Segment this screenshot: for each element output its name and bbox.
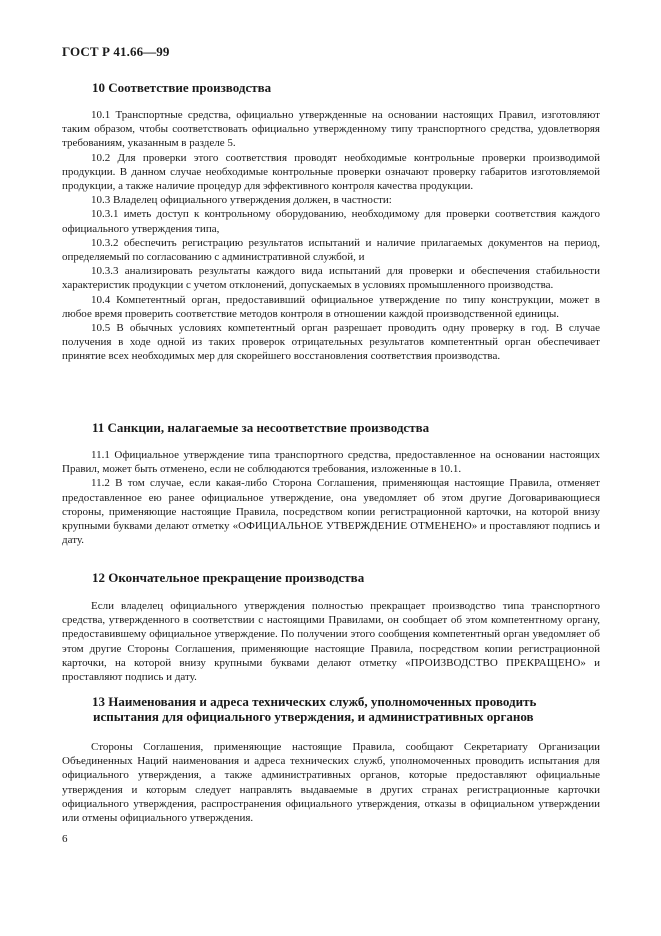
paragraph: 10.3.3 анализировать результаты каждого вида испытаний для проверки и обеспечения стабильности характеристик продукции с учетом отклонений, допускаемых в условиях промышленного производства.	[62, 265, 600, 292]
section-10-body	[62, 108, 600, 364]
section-12-title: 12 Окончательное прекращение производства	[92, 570, 365, 585]
paragraph: 10.2 Для проверки этого соответствия проводят необходимые контрольные проверки производимой продукции. В данном случае необходимые контрольные проверки означают проверку габаритов изготовляемой продукции, а также наличие процедур для эффективного контроля качества продукции.	[62, 151, 600, 193]
paragraph: 10.3.1 иметь доступ к контрольному оборудованию, необходимому для проверки соответствия каждого официального утверждения типа,	[62, 208, 600, 235]
paragraph: 10.3 Владелец официального утверждения должен, в частности:	[91, 194, 392, 207]
paragraph: 11.1 Официальное утверждение типа транспортного средства, предоставленное на основании настоящих Правил, может быть отменено, если не соблюдаются требования, изложенные в 10.1.	[62, 449, 600, 476]
paragraph: 10.1 Транспортные средства, официально утвержденные на основании настоящих Правил, изготовляют таким образом, чтобы соответствовать официально утвержденному типу транспортного средства, удовлетворяя требованиям, указанным в разделе 5.	[62, 109, 600, 150]
page-number: 6	[62, 833, 68, 845]
paragraph: 10.3.2 обеспечить регистрацию результатов испытаний и наличие прилагаемых документов на период, определяемый по согласованию с административной службой, и	[62, 236, 600, 264]
section-13-title-line1: 13 Наименования и адреса технических служб, уполномоченных проводить	[92, 694, 537, 709]
paragraph: Стороны Соглашения, применяющие настоящие Правила, сообщают Секретариату Организации Объединенных Наций наименования и адреса технических служб, уполномоченных проводить испытания для официального утверждения, а также административных органов, которые предоставляют официальные утверждения и которым следует направлять выдаваемые в других странах регистрационные карточки официального утверждения, распространения официального утверждения, отказы в официальном утверждении или отмены официального утверждения.	[62, 741, 600, 825]
paragraph: Если владелец официального утверждения полностью прекращает производство типа транспортного средства, утвержденного в соответствии с настоящими Правилами, он сообщает об этом компетентному органу, предоставившему официальное утверждение. По получении этого сообщения компетентный орган уведомляет об этом другие Стороны Соглашения, применяющие настоящие Правила, посредством копии регистрационной карточки, на которой внизу крупными буквами делают отметку «ПРОИЗВОДСТВО ПРЕКРАЩЕНО» и проставляют подпись и дату.	[62, 600, 600, 684]
paragraph: 10.4 Компетентный орган, предоставивший официальное утверждение по типу конструкции, может в любое время проверить соответствие методов контроля в отношении каждой производственной единицы.	[62, 293, 600, 320]
paragraph: 11.2 В том случае, если какая-либо Сторона Соглашения, применяющая настоящие Правила, отменяет предоставленное ею ранее официальное утверждение, она уведомляет об этом другие Договаривающиеся стороны, применяющие настоящие Правила, посредством копии регистрационной карточки, на которой внизу крупными буквами делают отметку «ОФИЦИАЛЬНОЕ УТВЕРЖДЕНИЕ ОТМЕНЕНО» и проставляют подпись и дату.	[62, 477, 600, 547]
paragraph: 10.5 В обычных условиях компетентный орган разрешает проводить одну проверку в год. В случае получения в ходе одной из таких проверок отрицательных результатов компетентный орган обеспечивает принятие всех необходимых мер для скорейшего восстановления соответствия производства.	[62, 322, 600, 363]
document-header: ГОСТ Р 41.66—99	[62, 44, 170, 59]
section-10-title: 10 Соответствие производства	[92, 80, 272, 95]
section-11-title: 11 Санкции, налагаемые за несоответствие производства	[92, 420, 430, 435]
section-13-title	[92, 694, 612, 724]
section-13-title-line2: испытания для официального утверждения, и административных органов	[93, 709, 534, 724]
section-11-body	[62, 448, 600, 547]
section-12-body	[62, 599, 600, 684]
section-13-body	[62, 740, 600, 825]
